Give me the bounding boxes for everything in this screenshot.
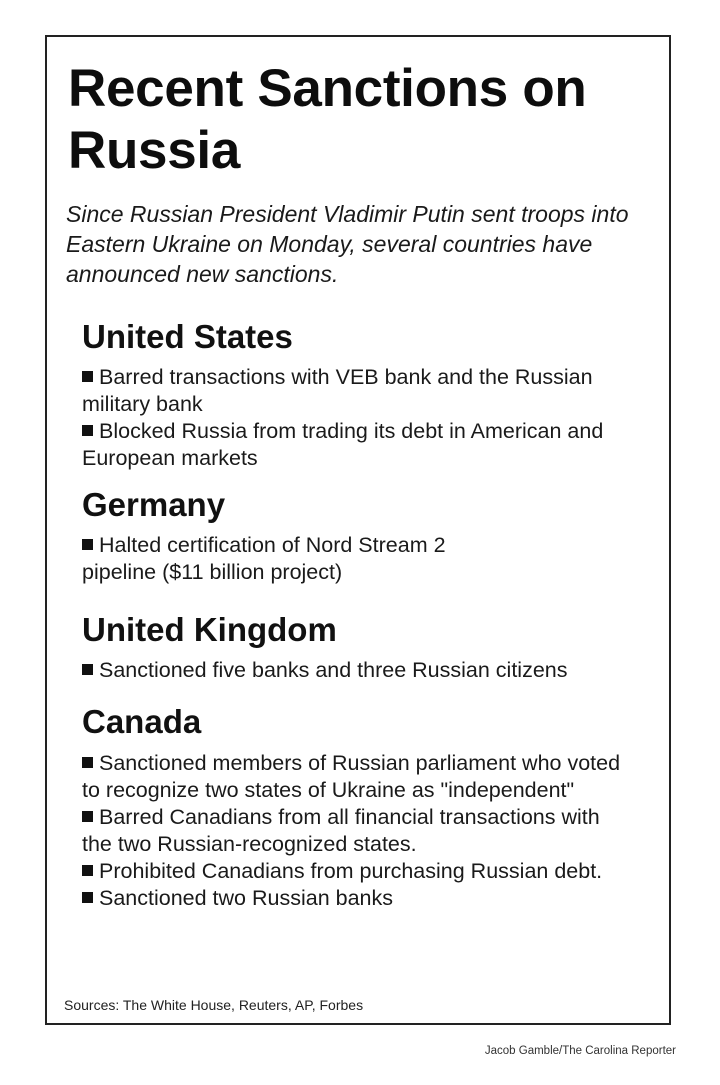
square-bullet-icon	[82, 811, 93, 822]
bullet-list	[82, 532, 502, 586]
bullet-text: Sanctioned five banks and three Russian citizens	[99, 658, 568, 682]
bullet-list	[82, 657, 662, 684]
bullet-list	[82, 364, 662, 472]
list-item	[82, 657, 662, 684]
section-united-states	[82, 318, 662, 472]
list-item	[82, 858, 617, 885]
bullet-text: Barred transactions with VEB bank and the Russian military bank	[82, 365, 593, 416]
section-heading: Germany	[82, 486, 226, 523]
sources-note: Sources: The White House, Reuters, AP, Forbes	[64, 997, 364, 1013]
page-title: Recent Sanctions on Russia	[68, 59, 587, 180]
bullet-text: Barred Canadians from all financial transactions with the two Russian-recognized states.	[82, 805, 600, 856]
list-item	[82, 418, 642, 472]
square-bullet-icon	[82, 865, 93, 876]
square-bullet-icon	[82, 664, 93, 675]
square-bullet-icon	[82, 425, 93, 436]
bullet-text: Prohibited Canadians from purchasing Russian debt.	[99, 859, 603, 883]
section-canada	[82, 703, 642, 912]
section-heading: United States	[82, 318, 293, 355]
bullet-text: Blocked Russia from trading its debt in American and European markets	[82, 419, 604, 470]
bullet-list	[82, 750, 642, 912]
section-heading: Canada	[82, 703, 202, 740]
square-bullet-icon	[82, 757, 93, 768]
list-item	[82, 804, 627, 858]
section-united-kingdom	[82, 611, 662, 684]
bullet-text: Halted certification of Nord Stream 2 pipeline ($11 billion project)	[82, 533, 446, 584]
section-heading: United Kingdom	[82, 611, 337, 648]
subtitle: Since Russian President Vladimir Putin sent troops into Eastern Ukraine on Monday, several countries have announced new sanctions.	[66, 201, 629, 287]
list-item	[82, 885, 642, 912]
section-germany	[82, 486, 502, 586]
list-item	[82, 532, 502, 586]
square-bullet-icon	[82, 892, 93, 903]
bullet-text: Sanctioned two Russian banks	[99, 886, 394, 910]
bullet-text: Sanctioned members of Russian parliament who voted to recognize two states of Ukraine as "independent"	[82, 751, 621, 802]
list-item	[82, 364, 662, 418]
square-bullet-icon	[82, 539, 93, 550]
list-item	[82, 750, 632, 804]
square-bullet-icon	[82, 371, 93, 382]
byline-credit: Jacob Gamble/The Carolina Reporter	[484, 1045, 676, 1057]
